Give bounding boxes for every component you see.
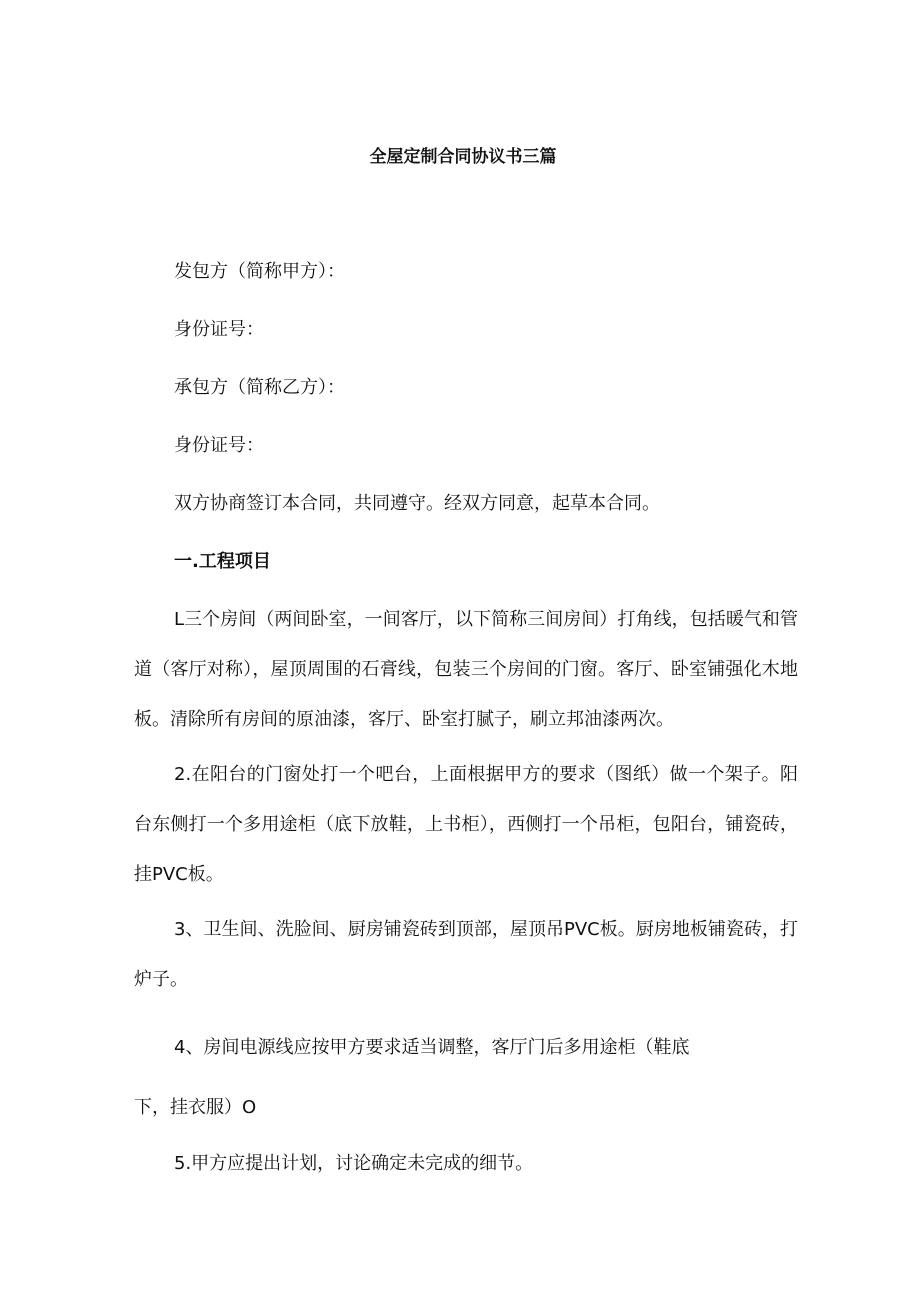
party-b-id-label: 身份证号： xyxy=(174,435,264,456)
document-title: 全屋定制合同协议书三篇 xyxy=(369,147,557,167)
section-1-heading: 一.工程项目 xyxy=(174,551,271,572)
party-b-label: 承包方（简称乙方）： xyxy=(174,377,345,398)
item-4: 4、房间电源线应按甲方要求适当调整，客厅门后多用途柜（鞋底 xyxy=(174,1037,690,1058)
item-1: L三个房间（两间卧室，一间客厅，以下简称三间房间）打角线，包括暖气和管道（客厅对称），屋顶周围的石膏线，包装三个房间的门窗。客厅、卧室铺强化木地板。清除所有房间的原油漆，客厅、卧室打腻子，刷立邦油漆两次。 xyxy=(134,609,798,730)
intro-text: 双方协商签订本合同，共同遵守。经双方同意，起草本合同。 xyxy=(174,493,660,514)
item-5: 5.甲方应提出计划，讨论确定未完成的细节。 xyxy=(174,1153,534,1174)
item-3: 3、卫生间、洗脸间、厨房铺瓷砖到顶部，屋顶吊PVC板。厨房地板铺瓷砖，打炉子。 xyxy=(134,919,798,990)
party-a-id-label: 身份证号： xyxy=(174,319,264,340)
party-a-label: 发包方（简称甲方）： xyxy=(174,261,345,282)
item-4-continuation: 下，挂衣服）O xyxy=(134,1097,257,1118)
item-2: 2.在阳台的门窗处打一个吧台，上面根据甲方的要求（图纸）做一个架子。阳台东侧打一个多用途柜（底下放鞋，上书柜），西侧打一个吊柜，包阳台，铺瓷砖，挂PVC板。 xyxy=(134,764,798,885)
